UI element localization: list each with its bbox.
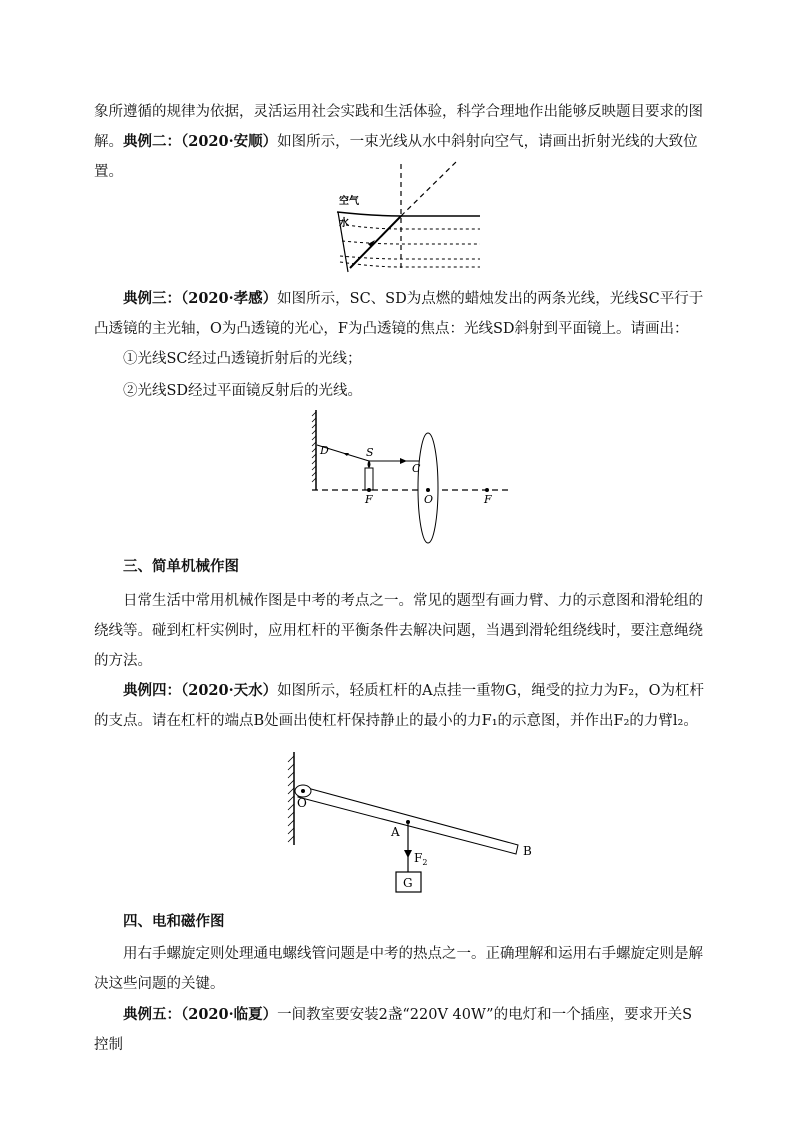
label-C: C <box>412 462 421 475</box>
section4-heading: 四、电和磁作图 <box>123 913 225 930</box>
section4-text: 用右手螺旋定则处理通电螺线管问题是中考的热点之一。正确理解和运用右手螺旋定则是解决这些问题的关键。 <box>94 946 703 992</box>
label-F-left: F <box>365 493 373 506</box>
example4-label: 典例四： <box>123 682 181 699</box>
air-label: 空气 <box>339 196 359 207</box>
label-G: G <box>403 876 413 890</box>
label-D: D <box>320 444 329 457</box>
example4-source: （2020·天水） <box>181 682 278 699</box>
example5-text: 一间教室要安装2盏“220V 40W”的电灯和一个插座，要求开关S控制 <box>94 1007 693 1053</box>
example3-label: 典例三： <box>123 290 181 307</box>
example5-label: 典例五： <box>123 1006 181 1023</box>
label-B: B <box>523 844 532 858</box>
example3-q2: ②光线SD经过平面镜反射后的光线。 <box>123 383 363 399</box>
example4-text: 如图所示，轻质杠杆的A点挂一重物G，绳受的拉力为F₂，O为杠杆的支点。请在杠杆的端点B处画出使杠杆保持静止的最小的力F₁的示意图，并作出F₂的力臂l₂。 <box>94 683 704 729</box>
label-S: S <box>366 446 374 459</box>
example3-text: 如图所示，SC、SD为点燃的蜡烛发出的两条光线，光线SC平行于凸透镜的主光轴，O为凸透镜的光心，F为凸透镜的焦点：光线SD斜射到平面镜上。请画出： <box>94 291 704 337</box>
example2-label: 典例二： <box>123 133 181 150</box>
example3-q1: ①光线SC经过凸透镜折射后的光线； <box>123 351 362 367</box>
example3-source: （2020·孝感） <box>181 290 278 307</box>
label-F2: $F_2$ <box>414 851 428 867</box>
example5-paragraph <box>94 1000 706 1060</box>
example2-text: 如图所示，一束光线从水中斜射向空气，请画出折射光线的大致位置。 <box>94 134 698 180</box>
water-label: 水 <box>339 218 349 229</box>
label-A: A <box>391 825 400 839</box>
label-O-lens: O <box>424 493 434 506</box>
label-F-right: F <box>484 493 492 506</box>
section3-text: 日常生活中常用机械作图是中考的考点之一。常见的题型有画力臂、力的示意图和滑轮组的绕线等。碰到杠杆实例时，应用杠杆的平衡条件去解决问题，当遇到滑轮组绕线时，要注意绳绕的方法。 <box>94 593 703 669</box>
section3-heading: 三、简单机械作图 <box>123 558 239 575</box>
label-O-fulcrum: O <box>297 796 307 810</box>
intro-text: 象所遵循的规律为依据，灵活运用社会实践和生活体验，科学合理地作出能够反映题目要求的图解。 <box>94 104 703 150</box>
example2-source: （2020·安顺） <box>181 133 278 150</box>
example5-source: （2020·临夏） <box>181 1006 278 1023</box>
